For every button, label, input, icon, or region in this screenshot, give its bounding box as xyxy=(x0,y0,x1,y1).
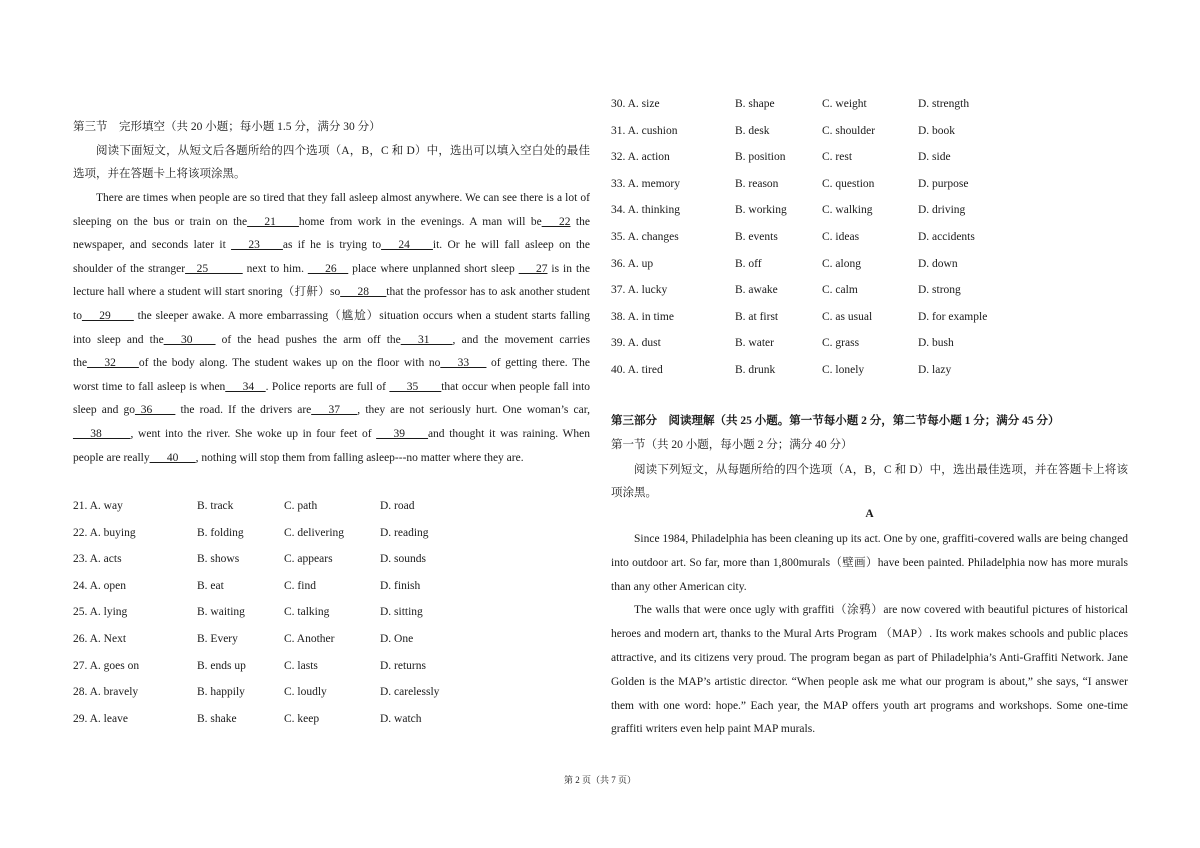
option-choice: 37. A. lucky xyxy=(611,284,668,297)
option-choice: C. talking xyxy=(284,606,330,619)
passage-text: is in the lecture hall where a student will start snoring（打鼾）so xyxy=(73,262,590,299)
passage-text: the road. If the drivers are xyxy=(175,404,312,417)
option-choice: C. ideas xyxy=(822,230,860,243)
option-choice: B. ends up xyxy=(197,659,246,672)
answer-blank: ___38_____ xyxy=(73,427,131,440)
option-choice: 27. A. goes on xyxy=(73,659,140,672)
option-row xyxy=(611,311,1128,338)
reading-passage xyxy=(611,528,1128,742)
option-choice: B. water xyxy=(735,337,774,350)
passage-text: that the professor has to ask another student to xyxy=(73,286,590,322)
passage-text: the newspaper, and seconds later it xyxy=(73,215,590,252)
passage-text: , nothing will stop them from falling asleep---no matter where they are. xyxy=(195,451,524,464)
section-instruction: 阅读下面短文，从短文后各题所给的四个选项（A，B，C 和 D）中，选出可以填入空白处的最佳选项，并在答题卡上将该项涂黑。 xyxy=(73,145,590,180)
option-choice: C. as usual xyxy=(822,310,873,323)
option-choice: 33. A. memory xyxy=(611,177,680,190)
cloze-passage xyxy=(73,187,590,470)
option-choice: 26. A. Next xyxy=(73,632,127,645)
option-choice: 34. A. thinking xyxy=(611,204,681,217)
passage-text: place where unplanned short sleep xyxy=(348,262,519,275)
option-row xyxy=(73,686,590,713)
option-choice: B. eat xyxy=(197,579,224,592)
option-choice: C. lonely xyxy=(822,363,865,376)
option-choice: 24. A. open xyxy=(73,579,127,592)
passage-text: of the body along. The student wakes up on the floor with no xyxy=(138,357,441,370)
option-choice: D. for example xyxy=(918,310,988,323)
option-choice: B. position xyxy=(735,151,786,164)
page-footer: 第 2 页（共 7 页） xyxy=(563,775,636,785)
option-choice: C. question xyxy=(822,177,875,190)
option-row xyxy=(611,284,1128,311)
option-choice: 36. A. up xyxy=(611,257,654,270)
option-choice: D. watch xyxy=(380,712,422,725)
option-choice: C. calm xyxy=(822,284,858,297)
option-row xyxy=(73,553,590,580)
option-choice: B. shows xyxy=(197,553,240,566)
option-row xyxy=(611,204,1128,231)
option-choice: 39. A. dust xyxy=(611,337,661,350)
option-choice: B. shape xyxy=(735,98,775,110)
option-choice: D. driving xyxy=(918,204,966,217)
option-choice: D. lazy xyxy=(918,363,952,376)
options-right xyxy=(611,98,1128,391)
option-choice: D. reading xyxy=(380,526,429,539)
option-row xyxy=(73,633,590,660)
option-choice: C. delivering xyxy=(284,526,345,539)
passage-text: it. Or he will fall asleep on the shoulder of the stranger xyxy=(73,239,590,275)
option-choice: 35. A. changes xyxy=(611,230,679,243)
option-choice: D. finish xyxy=(380,579,421,592)
option-choice: D. carelessly xyxy=(380,686,440,699)
answer-blank: ___33___ xyxy=(440,357,487,370)
option-choice: 25. A. lying xyxy=(73,606,128,619)
option-choice: 38. A. in time xyxy=(611,310,674,323)
answer-blank: ___32____ xyxy=(87,357,139,370)
answer-blank: ___40___ xyxy=(149,451,196,464)
option-choice: 23. A. acts xyxy=(73,553,122,566)
options-left xyxy=(73,500,590,739)
option-choice: B. working xyxy=(735,204,787,217)
option-choice: B. awake xyxy=(735,284,778,297)
option-row xyxy=(611,178,1128,205)
passage-text: that occur when people fall into sleep and go xyxy=(73,380,591,417)
option-choice: C. rest xyxy=(822,151,853,164)
option-choice: B. reason xyxy=(735,177,779,190)
option-row xyxy=(611,258,1128,285)
option-choice: C. keep xyxy=(284,712,320,725)
answer-blank: ___22 xyxy=(541,215,571,228)
option-choice: D. down xyxy=(918,257,958,270)
answer-blank: ___23____ xyxy=(231,239,283,252)
option-choice: B. desk xyxy=(735,124,770,137)
option-choice: B. at first xyxy=(735,310,779,323)
option-choice: D. sitting xyxy=(380,606,423,619)
reading-paragraph: Since 1984, Philadelphia has been cleaning up its act. One by one, graffiti-covered walls are being changed into outdoor art. So far, more than 1,800murals（壁画）have been painted. Philadelphia now has more murals than any other American city. xyxy=(611,533,1128,593)
answer-blank: ___30____ xyxy=(163,333,216,346)
answer-blank: ___34__ xyxy=(225,380,266,393)
option-choice: C. find xyxy=(284,579,316,592)
option-choice: B. drunk xyxy=(735,363,776,376)
answer-blank: ___37___ xyxy=(311,404,358,417)
option-choice: 31. A. cushion xyxy=(611,124,678,137)
option-row xyxy=(73,713,590,740)
answer-blank: ___27 xyxy=(518,262,548,275)
option-choice: 21. A. way xyxy=(73,500,123,512)
answer-blank: ___29____ xyxy=(81,309,134,322)
option-choice: D. returns xyxy=(380,659,426,672)
option-row xyxy=(611,98,1128,125)
passage-text: the sleeper awake. A more embarrassing（尴尬）situation occurs when a student starts falling into sleep and the xyxy=(73,309,590,346)
option-row xyxy=(73,500,590,527)
answer-blank: ___31____ xyxy=(400,333,453,346)
option-row xyxy=(611,151,1128,178)
option-row xyxy=(73,660,590,687)
option-row xyxy=(73,527,590,554)
option-choice: C. appears xyxy=(284,553,333,566)
option-choice: B. folding xyxy=(197,526,244,539)
option-choice: D. book xyxy=(918,124,956,137)
answer-blank: ___26__ xyxy=(307,262,349,275)
option-row xyxy=(73,580,590,607)
part-title: 第三部分 阅读理解（共 25 小题。第一节每小题 2 分，第二节每小题 1 分；满分 45 分） xyxy=(611,415,1060,427)
option-choice: D. strength xyxy=(918,98,970,110)
option-row xyxy=(611,337,1128,364)
option-choice: 28. A. bravely xyxy=(73,686,139,699)
option-choice: D. bush xyxy=(918,337,954,350)
option-choice: C. path xyxy=(284,500,318,512)
answer-blank: _36____ xyxy=(135,404,176,417)
option-choice: D. One xyxy=(380,632,414,645)
passage-text: There are times when people are so tired that they fall asleep almost anywhere. We can see there is a lot of sleeping on the bus or train on the xyxy=(73,192,590,228)
option-choice: D. purpose xyxy=(918,177,969,190)
option-choice: B. off xyxy=(735,257,762,270)
option-choice: B. happily xyxy=(197,686,245,699)
answer-blank: ___21____ xyxy=(247,215,299,228)
option-row xyxy=(611,364,1128,391)
option-choice: C. along xyxy=(822,257,861,270)
option-choice: B. track xyxy=(197,500,234,512)
option-choice: B. Every xyxy=(197,632,238,645)
option-choice: 29. A. leave xyxy=(73,712,128,725)
option-choice: B. shake xyxy=(197,712,237,725)
option-choice: C. lasts xyxy=(284,659,318,672)
option-choice: C. weight xyxy=(822,98,867,110)
option-row xyxy=(611,231,1128,258)
option-choice: C. grass xyxy=(822,337,860,350)
answer-blank: ___24____ xyxy=(381,239,433,252)
answer-blank: ___28___ xyxy=(340,286,387,299)
section-title: 第三节 完形填空（共 20 小题；每小题 1.5 分，满分 30 分） xyxy=(73,121,381,133)
reading-instruction: 阅读下列短文，从每题所给的四个选项（A，B，C 和 D）中，选出最佳选项，并在答题卡上将该项涂黑。 xyxy=(611,464,1128,499)
option-row xyxy=(611,125,1128,152)
option-choice: D. accidents xyxy=(918,230,975,243)
option-choice: 40. A. tired xyxy=(611,363,663,376)
passage-text: . Police reports are full of xyxy=(265,380,390,393)
passage-text: next to him. xyxy=(242,262,308,275)
passage-text: home from work in the evenings. A man will be xyxy=(298,215,542,228)
reading-paragraph: The walls that were once ugly with graffiti（涂鸦）are now covered with beautiful pictures of historical heroes and modern art, thanks to the Mural Arts Program （MAP）. Its work makes schools and public places attractive, and its citizens very proud. The program began as part of Philadelphia’s Anti-Graffiti Network. Jane Golden is the MAP’s artistic director. “When people ask me what our program is about,” she says, “I answer them with one word: hope.” Each year, the MAP offers youth art programs and workshops. Some one-time graffiti writers even help paint MAP murals. xyxy=(611,604,1128,736)
passage-text: of the head pushes the arm off the xyxy=(215,333,401,346)
option-choice: B. waiting xyxy=(197,606,245,619)
option-choice: C. Another xyxy=(284,632,335,645)
option-choice: C. walking xyxy=(822,204,873,217)
option-choice: D. road xyxy=(380,500,415,512)
option-choice: D. sounds xyxy=(380,553,427,566)
sub-section-title: 第一节（共 20 小题，每小题 2 分；满分 40 分） xyxy=(611,439,853,451)
passage-text: as if he is trying to xyxy=(282,239,382,252)
option-choice: D. strong xyxy=(918,284,961,297)
option-choice: D. side xyxy=(918,151,951,164)
passage-text: and thought it was raining. When people are really xyxy=(73,427,591,464)
passage-text: , they are not seriously hurt. One woman’s car, xyxy=(357,404,590,417)
option-row xyxy=(73,606,590,633)
option-choice: 30. A. size xyxy=(611,98,660,110)
passage-text: , and the movement carries the xyxy=(73,333,590,370)
answer-blank: ___39____ xyxy=(376,427,428,440)
passage-text: of getting there. The worst time to fall asleep is when xyxy=(73,357,590,393)
answer-blank: ___35____ xyxy=(389,380,442,393)
passage-heading: A xyxy=(865,508,874,520)
option-choice: 22. A. buying xyxy=(73,526,136,539)
passage-text: , went into the river. She woke up in four feet of xyxy=(130,427,377,440)
answer-blank: __25______ xyxy=(185,262,243,275)
option-choice: C. shoulder xyxy=(822,124,876,137)
option-choice: B. events xyxy=(735,230,778,243)
option-choice: C. loudly xyxy=(284,686,327,699)
option-choice: 32. A. action xyxy=(611,151,670,164)
